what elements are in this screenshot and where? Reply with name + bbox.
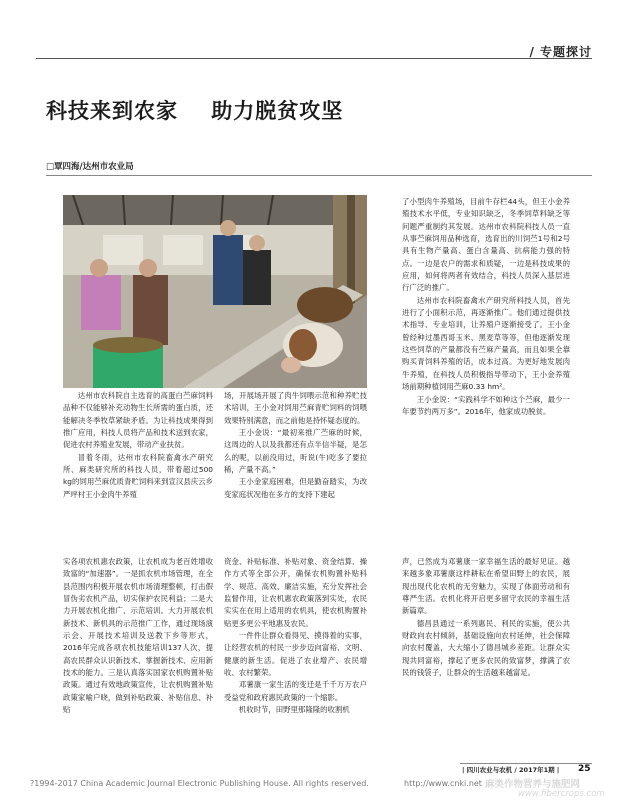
paragraph: 达州市农科院畜禽水产研究所科技人员，首先进行了小面积示范，再逐渐推广。他们通过提供技术指导、专业培训，让养殖户逐渐接受了。王小金曾经种过墨西哥玉米、黑麦草等等，但他逐渐发现这些饲草的产量都没有苎麻产量高，而且如果全靠购买青饲料养殖的话，成本过高。为更好地发展肉牛养殖，在科技人员积极指导带动下，王小金养殖场前期种植饲用苎麻0.33 hm²。 xyxy=(402,295,570,392)
upper-column-1 xyxy=(63,390,213,501)
lower-column-1 xyxy=(63,556,213,716)
paragraph: 资金、补贴标准、补贴对象、资金结算、操作方式等全部公开，确保农机购置补贴科学、规范、高效、廉洁实施，充分发挥社会监督作用，让农机惠农政策落到实处，农民实实在在用上适用的农机具，使农机购置补贴更多更公平地惠及农民。 xyxy=(224,557,367,628)
byline: □覃四海/达州市农业局 xyxy=(46,162,134,172)
paragraph: 机收时节，田野里那隆隆的收割机 xyxy=(238,705,350,715)
footer-divider xyxy=(460,763,592,764)
page-number: 25 xyxy=(578,764,591,774)
cattle-farm-illustration xyxy=(63,195,367,388)
article-photo xyxy=(63,195,367,388)
paragraph: 王小金家庭困难，但是勤奋踏实，为改变家庭状况他在多方的支持下建起 xyxy=(224,477,367,499)
watermark-text: 麻类作物营养与施肥网 xyxy=(485,779,581,790)
paragraph: 了小型肉牛养殖场，目前牛存栏44头，但王小金养殖技术水平低，专业知识缺乏，冬季饲草料缺乏等问题严重制约其发展。达州市农科院科技人员一直从事苎麻饲用品种选育，选育出的川饲苎1号和2号具有生物产量高、蛋白含量高、抗病能力强的特点。一边是农户的需求和质疑，一边是科技成果的应用，如何将两者有效结合，科技人员深入基层进行广泛的推广。 xyxy=(402,197,570,293)
copyright-notice: ?1994-2017 China Academic Journal Electronic Publishing House. All rights reserved. xyxy=(30,779,369,788)
paragraph: 达州市农科院自主选育的高蛋白苎麻饲料品种不仅能够补充动物生长所需的蛋白质，还能解决冬季牧草紧缺矛盾。为让科技成果得到推广应用，科技人员将产品和技术送到农家，促进农村养殖业发展，带动产业扶贫。 xyxy=(63,391,213,450)
lower-column-3 xyxy=(402,556,570,679)
upper-column-2 xyxy=(224,390,367,501)
paragraph: 实各项农机惠农政策，让农机成为老百姓增收致富的“加速器”。一是抓农机市场管理，在全县范围内积极开展农机市场清理整顿，打击假冒伪劣农机产品，切实保护农民利益；二是大力开展农机化推广、示范培训。大力开展农机新技术、新机具的示范推广工作，通过现场演示会、开展技术培训及送教下乡等形式，2016年完成各项农机技能培训137人次，提高农民群众认识新技术、掌握新技术、应用新技术的能力。三是认真落实国家农机购置补贴政策。通过有效地政策宣传，让农机购置补贴政策家喻户晓，做到补贴政策、补贴信息、补贴 xyxy=(63,557,213,715)
byline-divider xyxy=(46,175,592,176)
paragraph: 场，开展场开展了肉牛饲喂示范和种养贮技术培训，王小金对饲用苎麻青贮饲料的饲喂效果特别满意，而之前他是持怀疑态度的。 xyxy=(224,391,367,425)
paragraph: 声，已然成为邓薯康一家幸福生活的最好见证。越来越多象邓薯康这样耕耘在希望田野上的农民，展现出现代化农机的无穷魅力，实现了体面劳动和有尊严生活。农机化将开启更多留守农民的幸福生活新篇章。 xyxy=(402,557,570,616)
website-link[interactable]: http://www.cnki.net xyxy=(404,779,482,788)
paragraph: 德昌县通过一系列惠民、利民的实施，使公共财政向农村倾斜，基础设施向农村延伸，社会保障向农村覆盖，大大缩小了德昌城乡差距。让群众实现共同富裕，撑起了更多农民的致富梦，撑满了农民的钱袋子，让群众的生活越来越富足。 xyxy=(402,618,570,678)
upper-column-3 xyxy=(402,196,570,418)
paragraph: 王小金说：“实践科学不如种这个苎麻，最少一年要节约两万多”。2016年，他家成功脱贫。 xyxy=(402,394,570,416)
paragraph: 邓薯康一家生活的变迁是千千万万农户受益党和政府惠民政策的一个缩影。 xyxy=(224,680,367,702)
lower-column-2 xyxy=(224,556,367,716)
watermark-url: www.fibercrops.com xyxy=(518,789,605,799)
paragraph: 冒着冬雨，达州市农科院畜禽水产研究所、麻类研究所的科技人员，带着超过500 kg的饲用苎麻优质青贮饲料来到宣汉县庆云乡严坪村王小金肉牛养殖 xyxy=(63,452,213,499)
journal-name: | 四川农业与农机 / 2017年1期 | xyxy=(462,766,560,774)
header-divider xyxy=(36,58,592,59)
article-title: 科技来到农家 助力脱贫攻坚 xyxy=(46,99,344,123)
paragraph: 一件件让群众看得见、摸得着的实事，让经营农机的村民一步步迈向富裕、文明、健康的新生活。促进了农业增产、农民增收、农村繁荣。 xyxy=(224,631,367,678)
paragraph: 王小金说：“最初来推广苎麻的时候，这周边的人以及我都还有点半信半疑，是怎么的呢，以前没用过，听说(牛)吃多了要拉稀，产量不高。” xyxy=(224,428,367,475)
section-label: / 专题探讨 xyxy=(529,45,592,59)
